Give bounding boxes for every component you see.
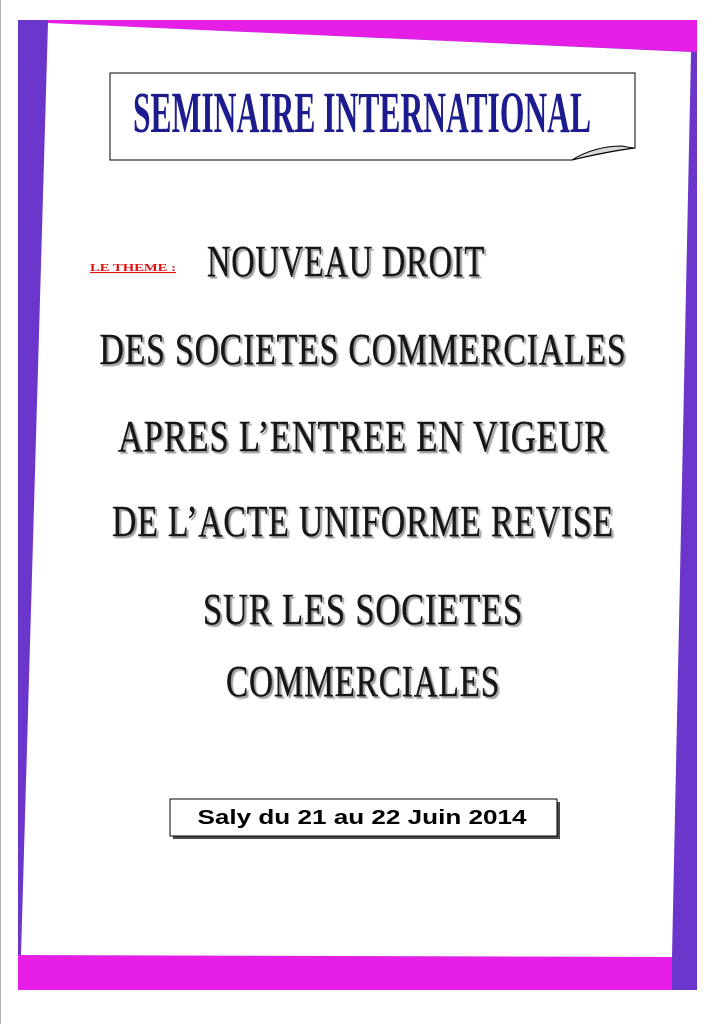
theme-line-1: NOUVEAU DROIT	[207, 237, 485, 286]
date-line: Saly du 21 au 22 Juin 2014	[197, 807, 528, 829]
title-box	[110, 73, 635, 160]
theme-line-2: DES SOCIETES COMMERCIALES	[99, 325, 627, 374]
theme-line-3: APRES L’ENTREE EN VIGEUR	[118, 412, 608, 461]
theme-line-6: COMMERCIALES	[226, 657, 500, 706]
theme-label: LE THEME :	[90, 262, 176, 274]
page-title: SEMINAIRE INTERNATIONAL	[133, 80, 591, 145]
date-box	[170, 799, 560, 839]
theme-line-4: DE L’ACTE UNIFORME REVISE	[112, 497, 614, 546]
frame-bottom-magenta-band	[18, 955, 672, 990]
theme-line-5: SUR LES SOCIETES	[203, 585, 523, 634]
